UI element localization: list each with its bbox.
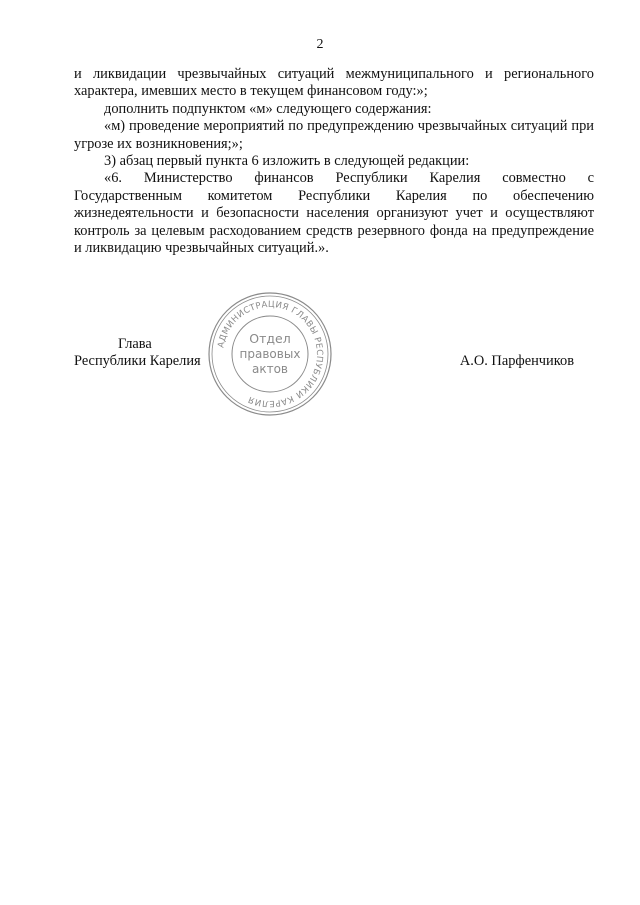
paragraph-5: «6. Министерство финансов Республики Карелия совместно с Государственным комитетом Республики Карелия по обеспечению жизнедеятельности и безопасности населения организуют учет и осуществляют контроль за целевым расходованием средств резервного фонда на предупреждение и ликвидацию чрезвычайных ситуаций.». [74, 170, 594, 257]
page-number: 2 [316, 37, 324, 52]
stamp-ring-text: АДМИНИСТРАЦИЯ ГЛАВЫ РЕСПУБЛИКИ КАРЕЛИЯ [216, 299, 325, 409]
official-stamp [206, 290, 334, 418]
document-body [74, 66, 594, 257]
paragraph-1: и ликвидации чрезвычайных ситуаций межмуниципального и регионального характера, имевших место в текущем финансовом году:»; [74, 66, 594, 100]
signature-block [74, 336, 594, 376]
stamp-center-line2: правовых [239, 347, 301, 361]
stamp-center-line3: актов [251, 362, 289, 376]
signatory-title-line1: Глава [118, 336, 152, 352]
paragraph-4: 3) абзац первый пункта 6 изложить в следующей редакции: [104, 153, 470, 170]
stamp-center-line1: Отдел [249, 331, 291, 346]
paragraph-2: дополнить подпунктом «м» следующего содержания: [104, 100, 432, 117]
signatory-title-line2: Республики Карелия [74, 353, 201, 369]
signatory-name: А.О. Парфенчиков [459, 353, 574, 369]
paragraph-3: «м) проведение мероприятий по предупреждению чрезвычайных ситуаций при угрозе их возникновения;»; [74, 118, 594, 152]
stamp-seal-icon [206, 290, 334, 418]
